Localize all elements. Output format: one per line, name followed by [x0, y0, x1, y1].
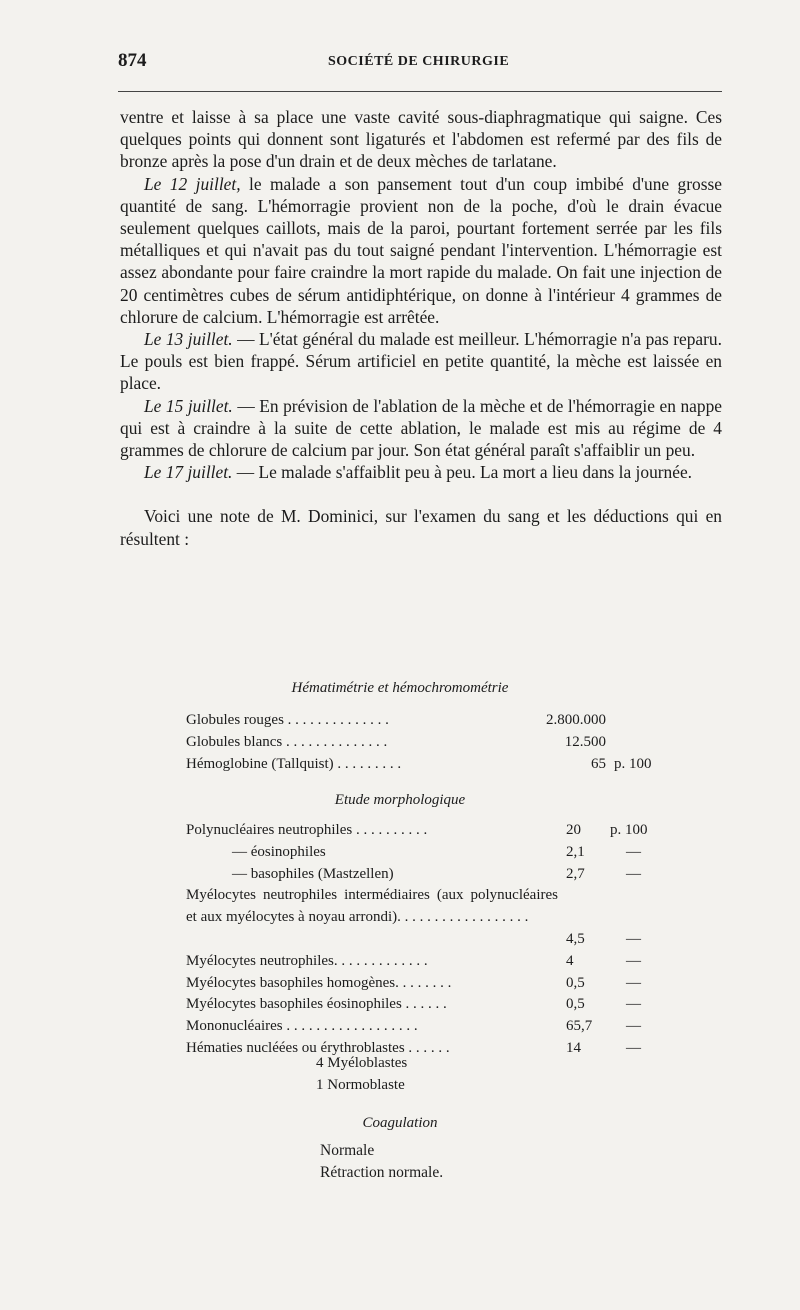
table-row: [186, 754, 652, 776]
paragraph: [120, 106, 722, 173]
coagulation-title: Coagulation: [362, 1115, 438, 1131]
table-row: [186, 885, 656, 950]
paragraph-date: Le 13 juillet.: [144, 329, 233, 350]
row-unit: —: [626, 843, 641, 860]
paragraph-date: Le 17 juillet.: [144, 462, 233, 483]
coagulation-block: [320, 1140, 443, 1184]
table-row: [186, 951, 656, 973]
row-label: Mononucléaires . . . . . . . . . . . . . . . . . .: [186, 1018, 418, 1035]
extra-counts: [316, 1052, 407, 1096]
page-header: [118, 50, 724, 76]
paragraph-text: Voici une note de M. Dominici, sur l'examen du sang et les déductions qui en résultent :: [120, 506, 722, 549]
row-label: — basophiles (Mastzellen): [232, 865, 394, 882]
row-label: Globules rouges . . . . . . . . . . . . . .: [186, 712, 389, 728]
body-text: [120, 106, 722, 550]
table-row: [186, 820, 656, 842]
table-row: [186, 1038, 656, 1060]
row-label: Globules blancs . . . . . . . . . . . . . .: [186, 733, 388, 750]
row-label: Myélocytes neutrophiles. . . . . . . . . . . . .: [186, 952, 428, 969]
row-value: 14: [566, 1039, 581, 1056]
paragraph-text: — Le malade s'affaiblit peu à peu. La mort a lieu dans la journée.: [232, 462, 693, 483]
page-number: 874: [118, 50, 147, 71]
row-unit: —: [626, 1018, 641, 1035]
hematimetrie-title: Hématimétrie et hémochromométrie: [291, 680, 509, 696]
table-row: [186, 842, 656, 864]
row-unit: p. 100: [614, 755, 652, 772]
paragraph: [120, 328, 722, 395]
row-unit: —: [626, 952, 641, 969]
row-value: 65: [591, 755, 606, 772]
header-rule: [118, 91, 722, 92]
row-label: — éosinophiles: [232, 843, 326, 860]
paragraph-text: ventre et laisse à sa place une vaste cavité sous-diaphragmatique qui saigne. Ces quelques points qui donnent sont ligaturés et l'abdomen est refermé par des fils de bronze après la pose d'un drain et de deux mèches de tarlatane.: [120, 107, 722, 172]
hematimetrie-table: [186, 710, 652, 775]
coagulation-line: Rétraction normale.: [320, 1164, 444, 1181]
row-unit: —: [626, 974, 641, 991]
row-value: 2,1: [566, 843, 585, 860]
extra-line: 4 Myéloblastes: [316, 1055, 408, 1071]
morphologie-table: [186, 820, 656, 1060]
row-unit: —: [626, 865, 641, 882]
row-unit: —: [626, 996, 641, 1013]
paragraph-text: le malade a son pansement tout d'un coup imbibé d'une grosse quantité de sang. L'hémorragie provient non de la poche, d'où le drain évacue seulement quelques caillots, mais de la paroi, pourtant fortement serrée par les fils métalliques et qui n'avait pas du tout saigné pendant l'intervention. L'hémorragie est assez abondante pour faire craindre la mort rapide du malade. On fait une injection de 20 centimètres cubes de sérum antidiphtérique, on donne à l'intérieur 4 grammes de chlorure de calcium. L'hémorragie est arrêtée.: [120, 173, 722, 327]
row-value: 4: [566, 952, 574, 969]
table-row: [186, 710, 626, 732]
paragraph: [120, 395, 722, 462]
paragraph: [120, 505, 722, 549]
row-label: Hémoglobine (Tallquist) . . . . . . . . .: [186, 755, 402, 772]
row-unit: —: [626, 930, 641, 947]
table-row: [186, 973, 656, 995]
paragraph-date: Le 12 juillet,: [144, 173, 241, 194]
paragraph: [120, 461, 722, 483]
paragraph-text: — L'état général du malade est meilleur. L'hémorragie n'a pas reparu. Le pouls est bien frappé. Sérum artificiel en petite quantité, la mèche est laissée en place.: [120, 329, 722, 394]
morphologie-title: Etude morphologique: [334, 792, 466, 808]
table-row: [186, 1016, 656, 1038]
row-label: Myélocytes neutrophiles intermédiaires (aux polynucléaires et aux myélocytes à noyau arrondi). . . . . . . . . . . . . . . . . .: [186, 887, 558, 926]
row-label: Myélocytes basophiles homogènes. . . . . . . .: [186, 974, 452, 991]
paragraph-date: Le 15 juillet.: [144, 395, 233, 416]
paragraph: [120, 173, 722, 328]
row-value: 12.500: [564, 733, 606, 750]
row-value: 20: [566, 822, 581, 838]
row-value: 0,5: [566, 974, 585, 991]
extra-line: 1 Normoblaste: [316, 1077, 405, 1093]
row-value: 0,5: [566, 996, 585, 1013]
row-unit: p. 100: [610, 822, 648, 838]
table-row: [186, 994, 656, 1016]
row-label: Hématies nucléées ou érythroblastes . . . . . .: [186, 1039, 450, 1056]
row-value: 2.800.000: [546, 712, 606, 728]
table-row: [186, 864, 656, 886]
running-title: SOCIÉTÉ DE CHIRURGIE: [328, 54, 510, 69]
coagulation-line: Normale: [320, 1142, 375, 1159]
row-label: Myélocytes basophiles éosinophiles . . . . . .: [186, 996, 447, 1013]
table-row: [186, 732, 626, 754]
row-value: 65,7: [566, 1018, 593, 1035]
row-label: Polynucléaires neutrophiles . . . . . . . . . .: [186, 822, 428, 838]
row-value: 4,5: [566, 930, 585, 947]
row-unit: —: [626, 1039, 641, 1056]
row-value: 2,7: [566, 865, 585, 882]
paragraph-text: — En prévision de l'ablation de la mèche et de l'hémorragie en nappe qui est à craindre à la suite de cette ablation, le malade est mis au régime de 4 grammes de chlorure de calcium par jour. Son état général paraît s'affaiblir un peu.: [120, 395, 722, 461]
